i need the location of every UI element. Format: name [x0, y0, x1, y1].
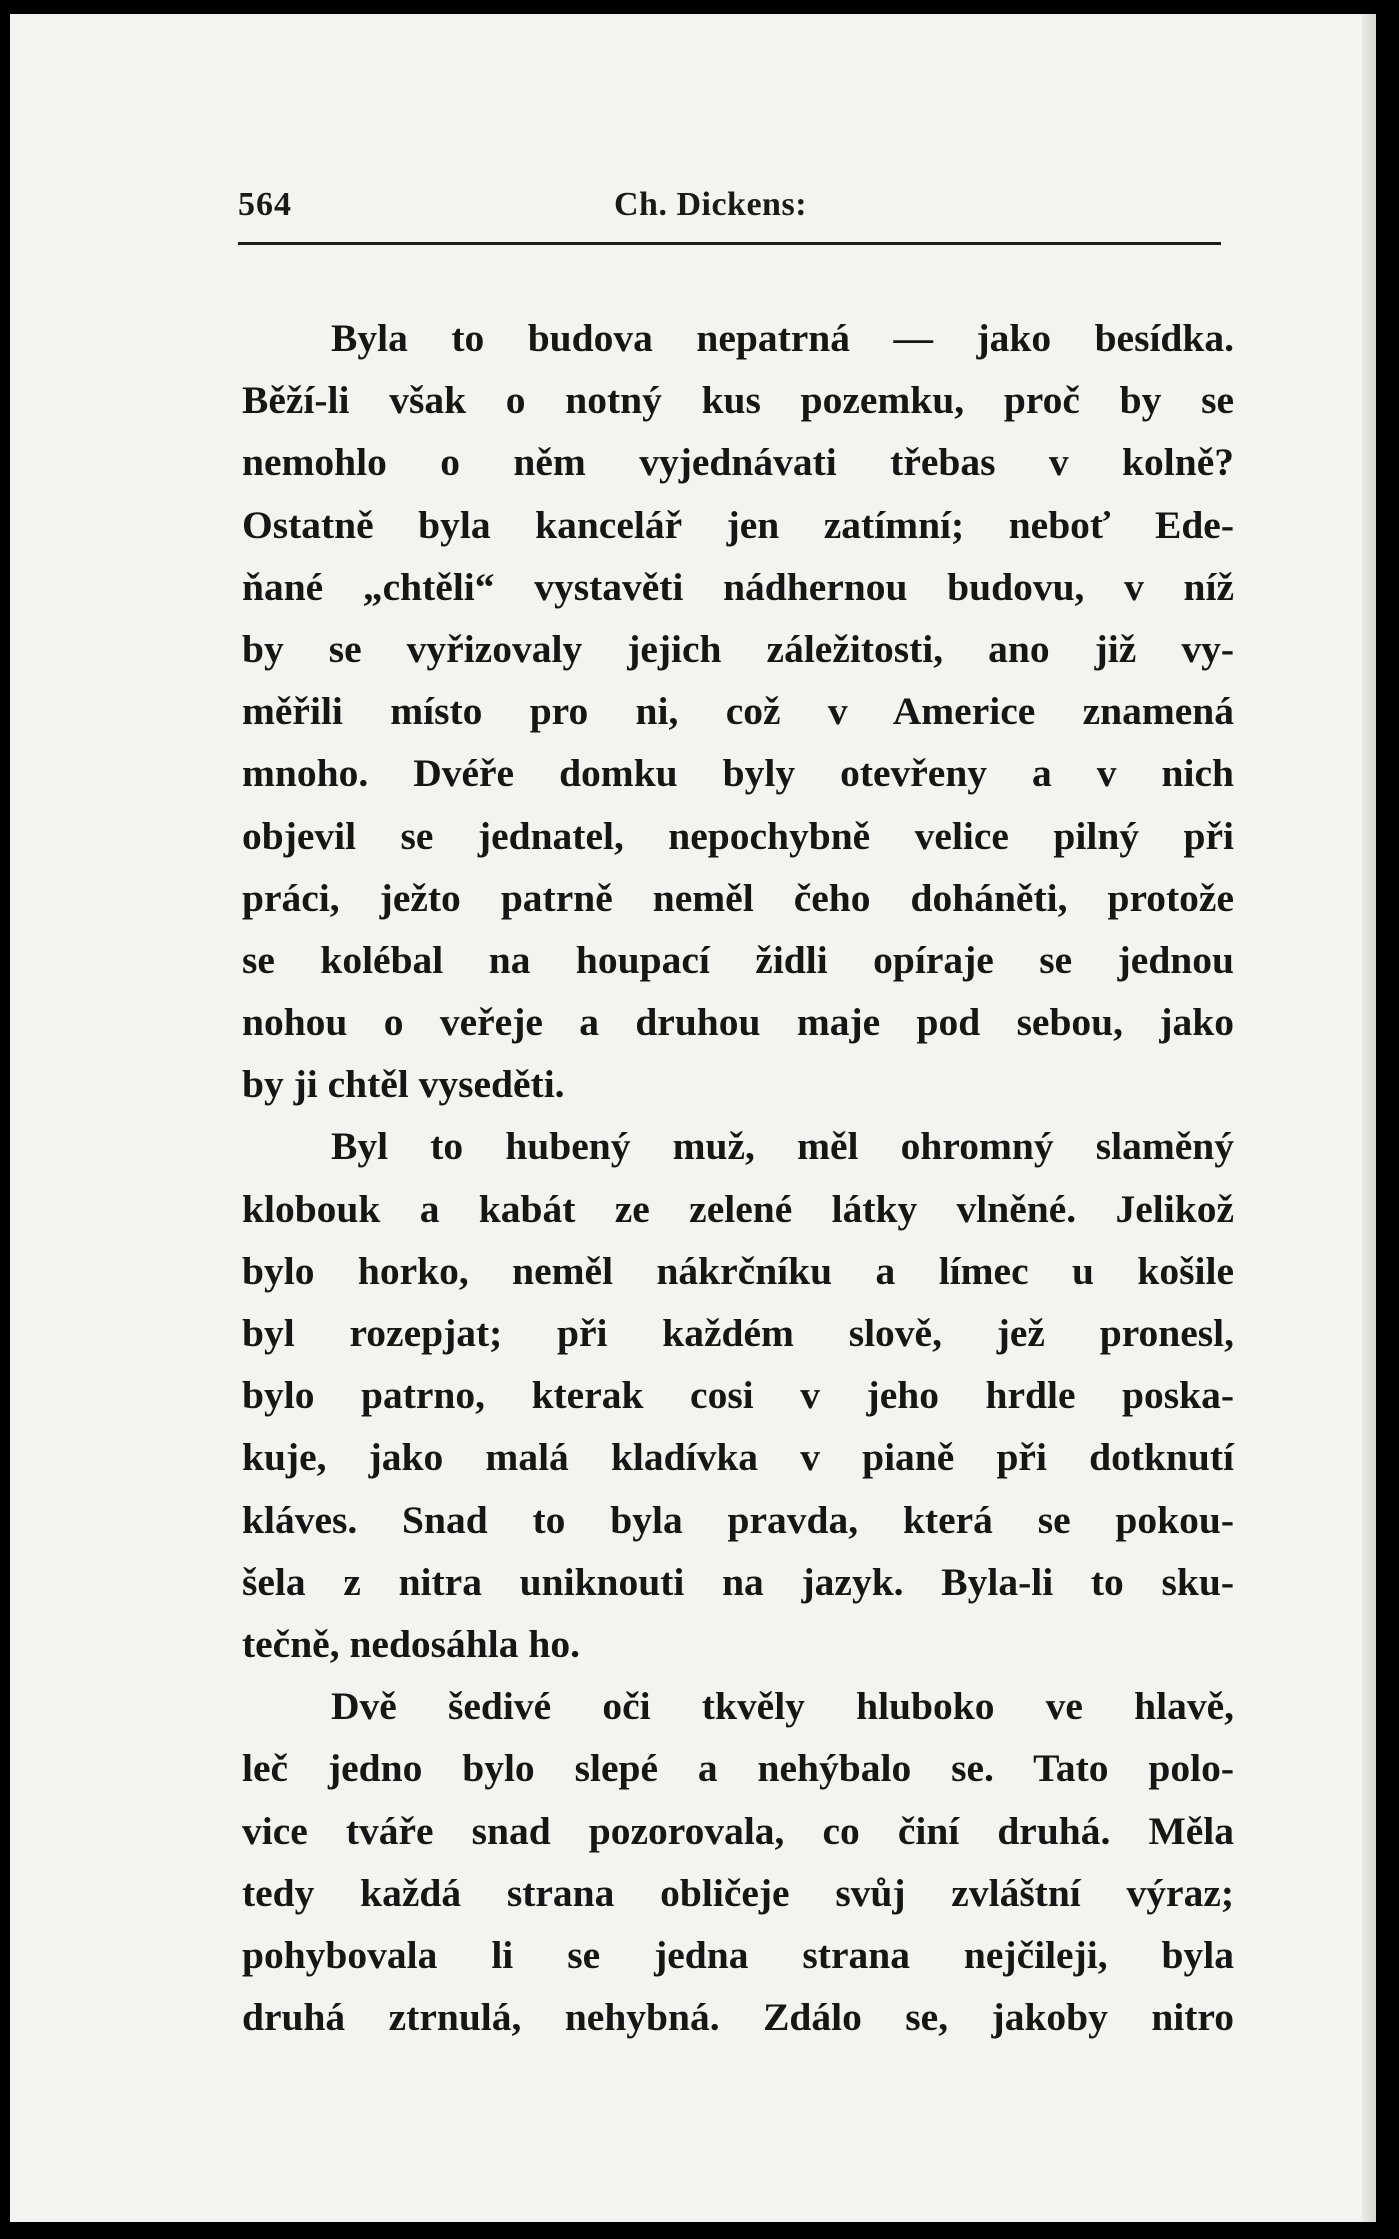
text-line: tečně, nedosáhla ho.	[242, 1621, 580, 1666]
text-line: druhá ztrnulá, nehybná. Zdálo se, jakoby nitro	[242, 1995, 1234, 2040]
body-text	[242, 307, 1234, 2048]
text-line: Běží-li však o notný kus pozemku, proč by se	[242, 378, 1234, 423]
page-edge-marks	[1362, 14, 1370, 2222]
running-head: Ch. Dickens:	[614, 186, 808, 223]
text-line: ňané „chtěli“ vystavěti nádhernou budovu, v níž	[242, 564, 1234, 609]
text-line: Byl to hubený muž, měl ohromný slaměný	[331, 1124, 1234, 1169]
text-line: tedy každá strana obličeje svůj zvláštní výraz;	[242, 1870, 1234, 1915]
page-header	[238, 186, 1221, 236]
page-number: 564	[238, 186, 292, 223]
scanned-book-page	[10, 14, 1376, 2222]
paragraph	[242, 1115, 1234, 1675]
text-line: vice tváře snad pozorovala, co činí druhá. Měla	[242, 1808, 1234, 1853]
text-line: šela z nitra uniknouti na jazyk. Byla-li to sku-	[242, 1559, 1234, 1604]
text-line: nemohlo o něm vyjednávati třebas v kolně?	[242, 440, 1234, 485]
text-line: kuje, jako malá kladívka v pianě při dotknutí	[242, 1435, 1234, 1480]
text-line: pohybovala li se jedna strana nejčileji, byla	[242, 1932, 1234, 1977]
text-line: mnoho. Dvéře domku byly otevřeny a v nich	[242, 751, 1234, 796]
text-line: práci, ježto patrně neměl čeho doháněti, protože	[242, 875, 1234, 920]
text-line: měřili místo pro ni, což v Americe znamená	[242, 689, 1234, 734]
text-line: kláves. Snad to byla pravda, která se pokou-	[242, 1497, 1234, 1542]
text-line: Byla to budova nepatrná — jako besídka.	[331, 316, 1234, 360]
paragraph	[242, 307, 1234, 1115]
text-line: leč jedno bylo slepé a nehýbalo se. Tato polo-	[242, 1746, 1234, 1791]
text-line: bylo horko, neměl nákrčníku a límec u košile	[242, 1248, 1234, 1293]
text-line: se kolébal na houpací židli opíraje se jednou	[242, 937, 1234, 982]
edge-mark	[1364, 2034, 1370, 2174]
text-line: byl rozepjat; při každém slově, jež pronesl,	[242, 1311, 1234, 1355]
text-line: by se vyřizovaly jejich záležitosti, ano již vy-	[242, 626, 1234, 671]
text-line: bylo patrno, kterak cosi v jeho hrdle poska-	[242, 1373, 1234, 1418]
text-line: nohou o veřeje a druhou maje pod sebou, jako	[242, 1000, 1234, 1045]
paragraph	[242, 1675, 1234, 2048]
text-line: klobouk a kabát ze zelené látky vlněné. Jelikož	[242, 1186, 1234, 1231]
text-line: by ji chtěl vyseděti.	[242, 1062, 565, 1107]
edge-mark	[1364, 1634, 1370, 1724]
header-rule	[238, 242, 1221, 245]
text-line: Ostatně byla kancelář jen zatímní; neboť Ede-	[242, 502, 1234, 547]
text-line: Dvě šedivé oči tkvěly hluboko ve hlavě,	[331, 1684, 1234, 1729]
text-line: objevil se jednatel, nepochybně velice pilný při	[242, 813, 1234, 858]
edge-mark	[1364, 464, 1370, 490]
